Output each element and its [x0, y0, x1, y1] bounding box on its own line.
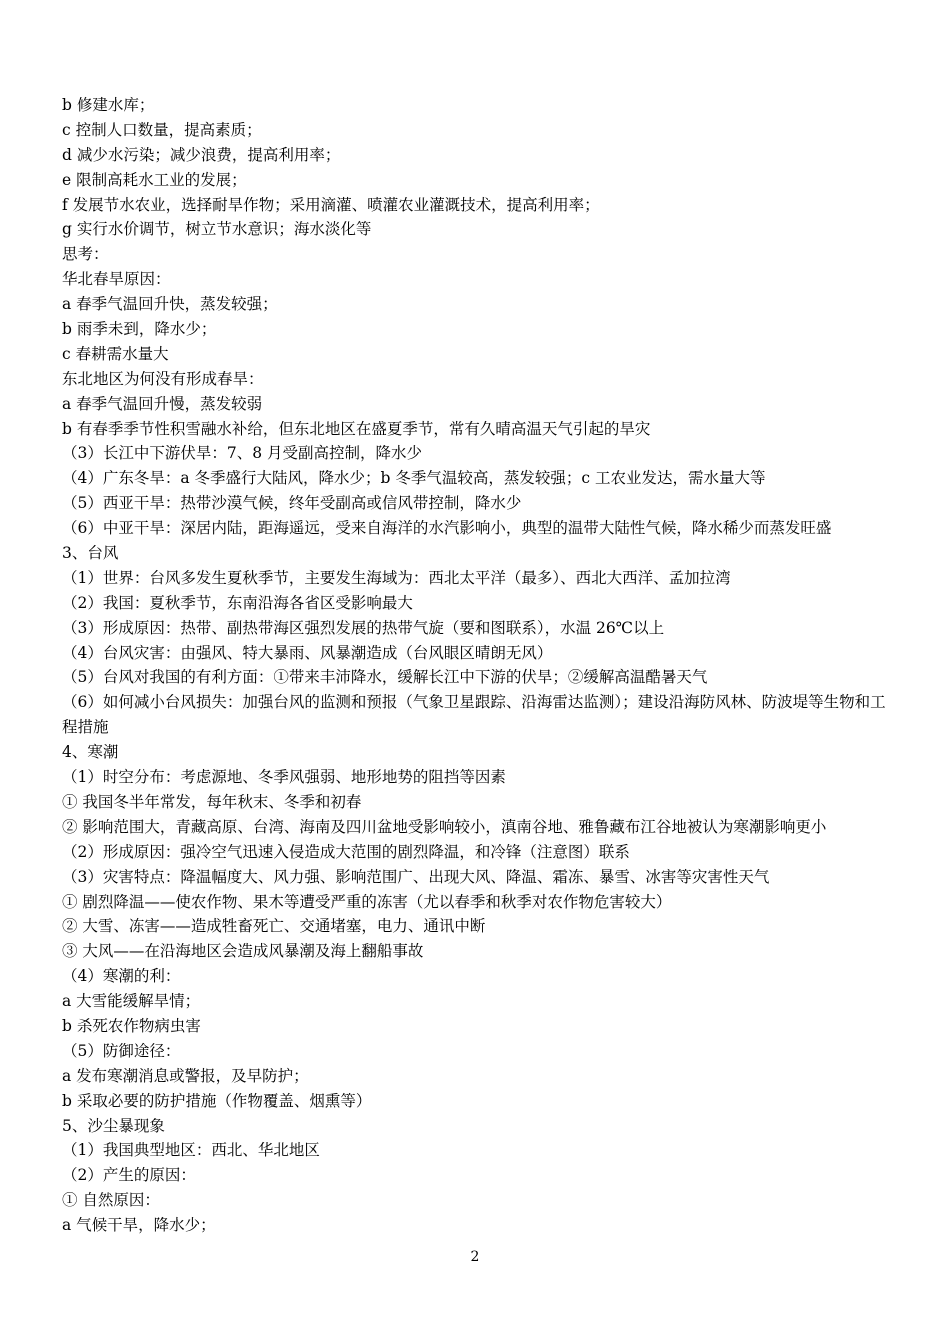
text-line: ① 我国冬半年常发，每年秋末、冬季和初春	[62, 792, 362, 811]
text-line: f 发展节水农业，选择耐旱作物；采用滴灌、喷灌农业灌溉技术，提高利用率；	[62, 195, 600, 214]
text-line: e 限制高耗水工业的发展；	[62, 170, 247, 189]
text-line: ① 剧烈降温——使农作物、果木等遭受严重的冻害（尤以春季和秋季对农作物危害较大）	[62, 892, 672, 911]
text-line: （1）世界：台风多发生夏秋季节，主要发生海域为：西北太平洋（最多）、西北大西洋、孟加拉湾	[62, 568, 731, 587]
text-line: （3）形成原因：热带、副热带海区强烈发展的热带气旋（要和图联系），水温 26℃以上	[62, 618, 665, 637]
text-line: （4）台风灾害：由强风、特大暴雨、风暴潮造成（台风眼区晴朗无风）	[62, 643, 553, 662]
text-line: b 修建水库；	[62, 96, 155, 114]
text-line: a 春季气温回升快，蒸发较强；	[62, 295, 278, 314]
text-line: c 控制人口数量，提高素质；	[62, 120, 262, 139]
text-line: （4）广东冬旱：a 冬季盛行大陆风，降水少；b 冬季气温较高，蒸发较强；c 工农业发达，需水量大等	[62, 469, 766, 488]
text-line: b 杀死农作物病虫害	[62, 1016, 201, 1035]
text-line: a 大雪能缓解旱情；	[62, 992, 201, 1011]
text-line: b 雨季未到，降水少；	[62, 320, 217, 339]
page-number: 2	[470, 1249, 480, 1265]
text-line: d 减少水污染；减少浪费，提高利用率；	[62, 145, 341, 164]
text-line: （5）西亚干旱：热带沙漠气候，终年受副高或信风带控制，降水少	[62, 494, 522, 513]
text-line: 华北春旱原因：	[62, 270, 171, 289]
text-line: ② 大雪、冻害——造成牲畜死亡、交通堵塞，电力、通讯中断	[62, 917, 486, 936]
text-line: a 春季气温回升慢，蒸发较弱	[62, 394, 263, 413]
text-line: b 有春季季节性积雪融水补给，但东北地区在盛夏季节，常有久晴高温天气引起的旱灾	[62, 419, 651, 438]
section-heading: 3、台风	[62, 544, 119, 563]
text-line: b 采取必要的防护措施（作物覆盖、烟熏等）	[62, 1091, 372, 1110]
document-body	[62, 93, 892, 1238]
text-line: （6）中亚干旱：深居内陆，距海遥远，受来自海洋的水汽影响小，典型的温带大陆性气候，降水稀少而蒸发旺盛	[62, 519, 832, 538]
text-line: （3）长江中下游伏旱：7、8 月受副高控制，降水少	[62, 444, 423, 463]
text-line: 东北地区为何没有形成春旱：	[62, 369, 264, 388]
text-line: （2）我国：夏秋季节，东南沿海各省区受影响最大	[62, 593, 413, 612]
text-line: （5）防御途径：	[62, 1041, 181, 1060]
text-line: （4）寒潮的利：	[62, 967, 181, 986]
text-line: c 春耕需水量大	[62, 344, 169, 363]
section-heading: 5、沙尘暴现象	[62, 1116, 165, 1135]
text-line: ② 影响范围大，青藏高原、台湾、海南及四川盆地受影响较小，滇南谷地、雅鲁藏布江谷地被认为寒潮影响更小	[62, 817, 827, 836]
text-line: ③ 大风——在沿海地区会造成风暴潮及海上翻船事故	[62, 942, 424, 961]
text-line: a 发布寒潮消息或警报，及早防护；	[62, 1066, 309, 1085]
section-heading: 4、寒潮	[62, 743, 119, 762]
text-line: （1）我国典型地区：西北、华北地区	[62, 1141, 320, 1160]
text-line: （2）形成原因：强冷空气迅速入侵造成大范围的剧烈降温，和冷锋（注意图）联系	[62, 842, 630, 861]
text-line: （2）产生的原因：	[62, 1166, 196, 1185]
text-line: （1）时空分布：考虑源地、冬季风强弱、地形地势的阻挡等因素	[62, 768, 506, 787]
text-line: g 实行水价调节，树立节水意识；海水淡化等	[62, 220, 372, 239]
wrapped-text-line: （6）如何减小台风损失：加强台风的监测和预报（气象卫星跟踪、沿海雷达监测）；建设沿海防风林、防波堤等生物和工程措施	[62, 693, 886, 737]
text-line: （5）台风对我国的有利方面：①带来丰沛降水，缓解长江中下游的伏旱；②缓解高温酷暑天气	[62, 668, 708, 687]
text-line: 思考：	[62, 245, 109, 264]
text-line: ① 自然原因：	[62, 1191, 160, 1210]
text-line: （3）灾害特点：降温幅度大、风力强、影响范围广、出现大风、降温、霜冻、暴雪、冰害等灾害性天气	[62, 867, 770, 886]
text-line: a 气候干旱，降水少；	[62, 1216, 216, 1235]
